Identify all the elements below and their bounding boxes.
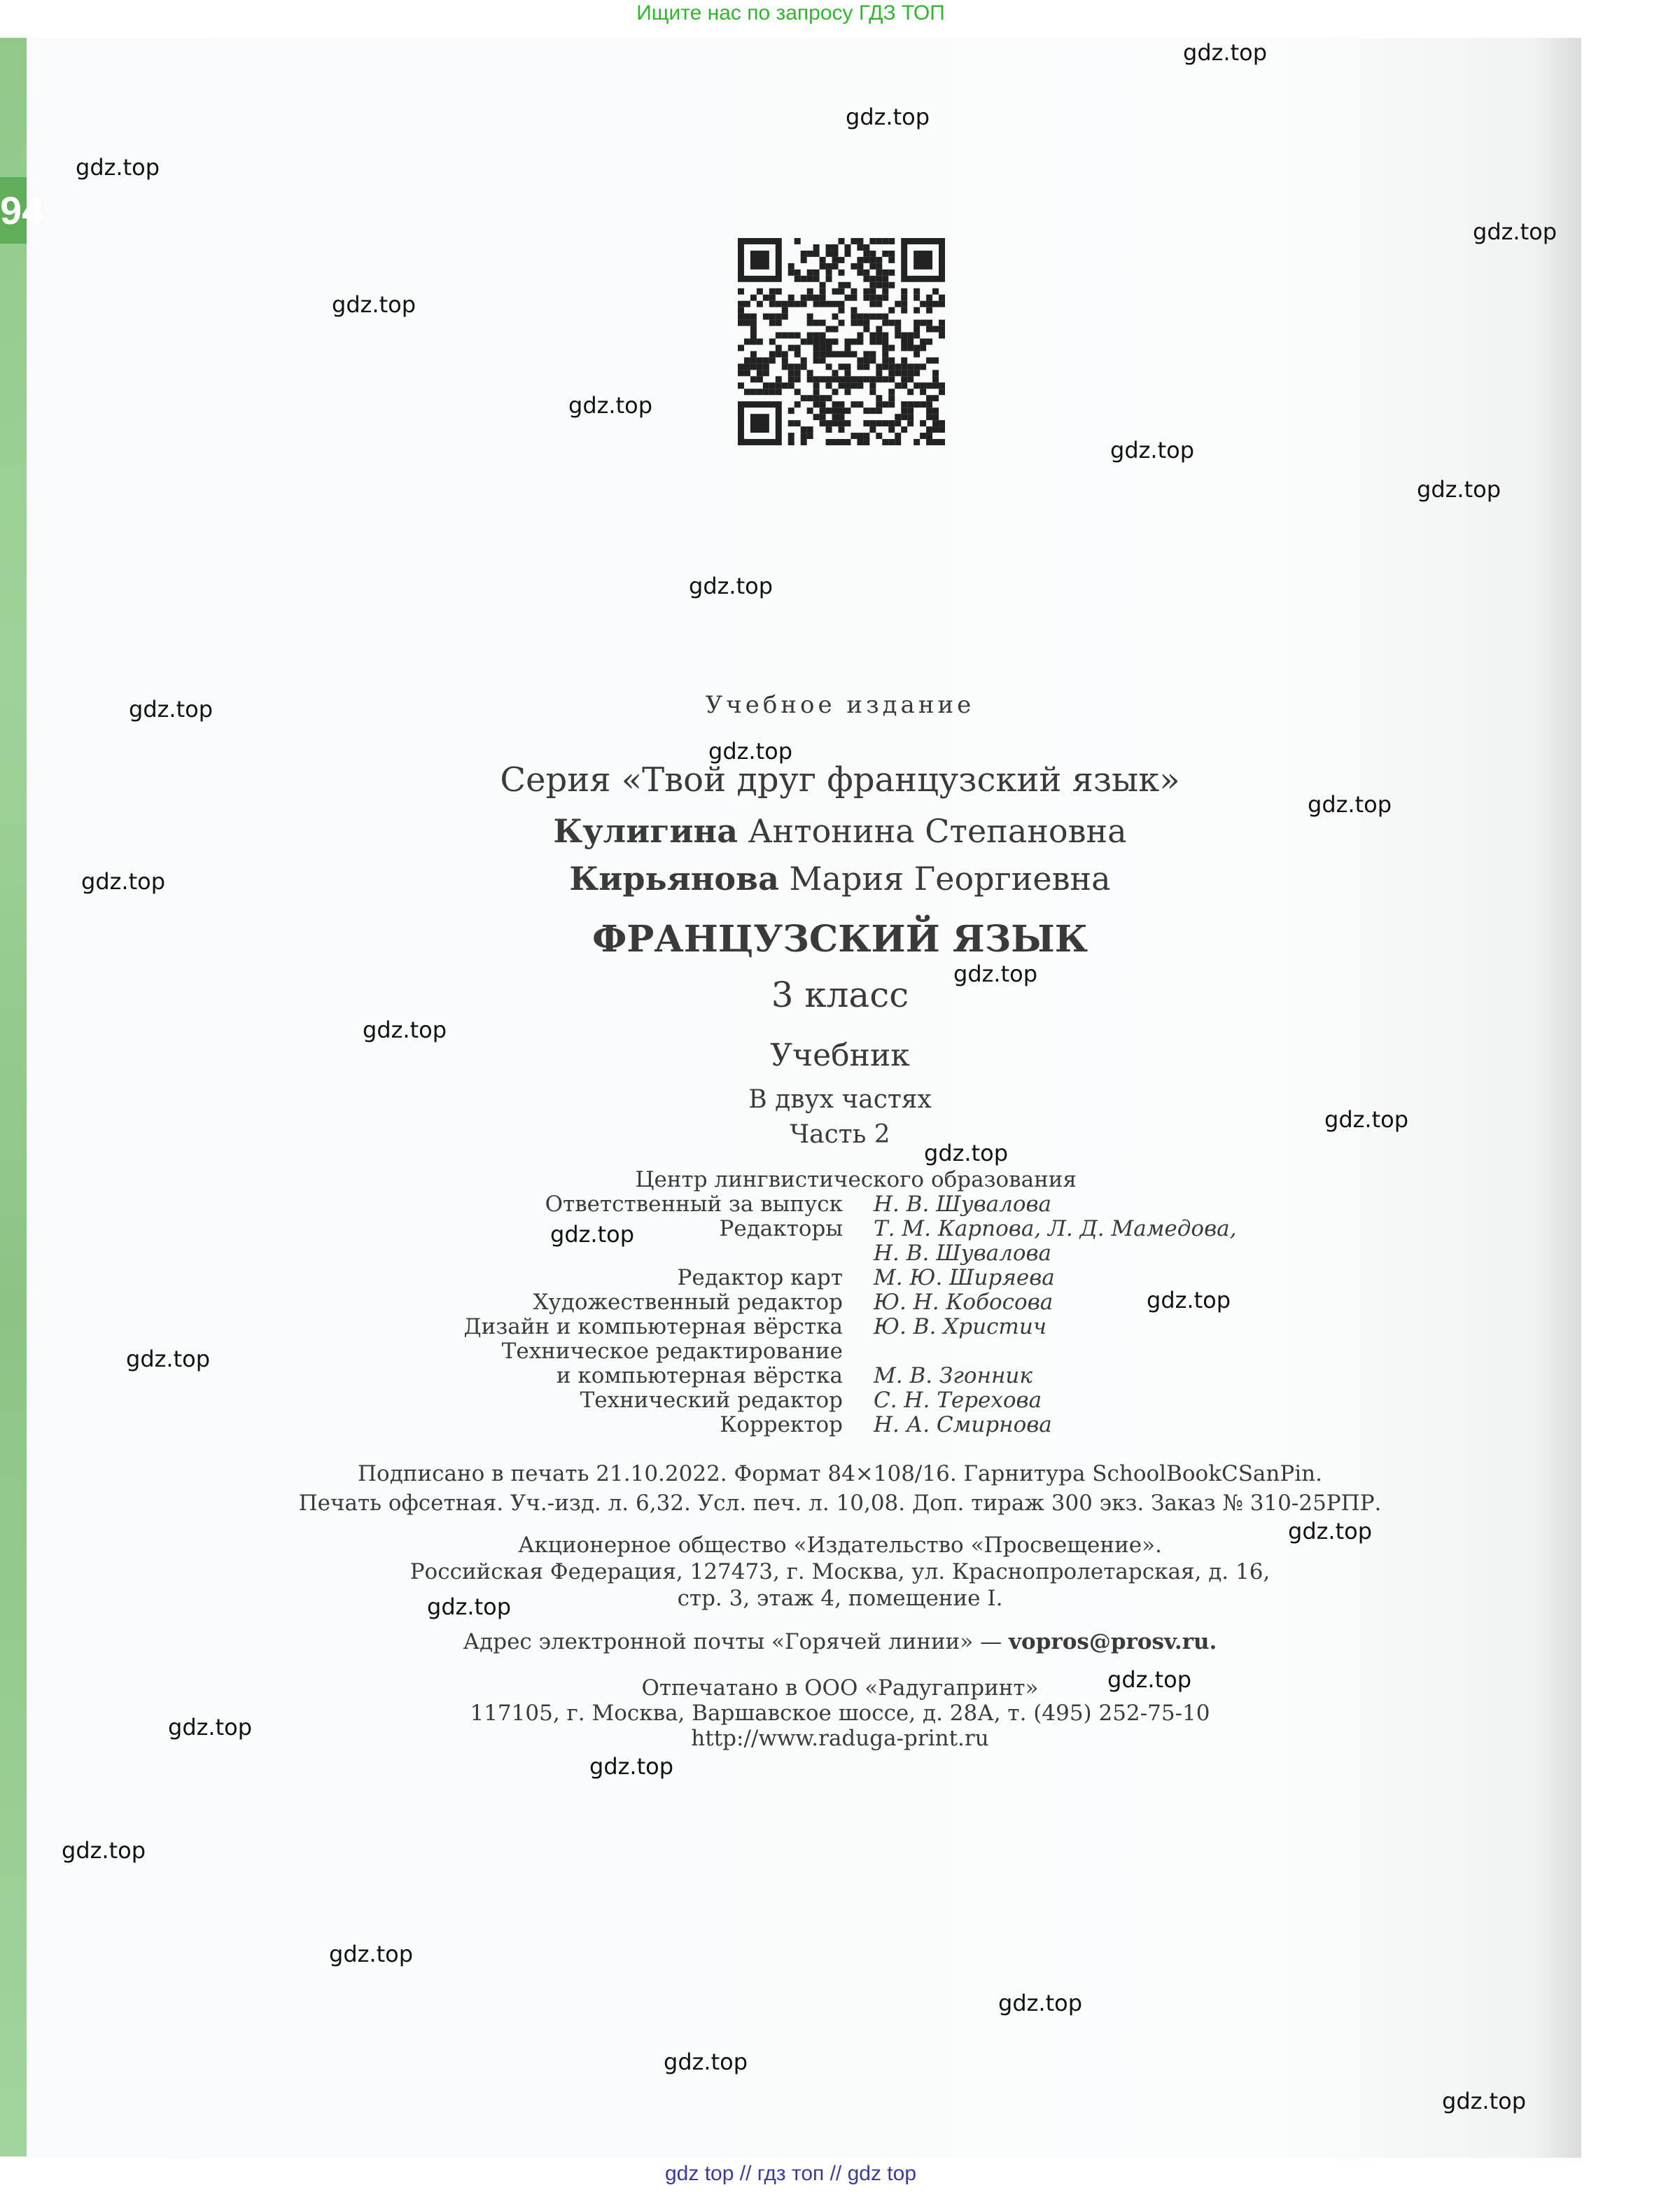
credit-value: Н. В. Шувалова (874, 1241, 1052, 1266)
imprint-line: Печать офсетная. Уч.-изд. л. 6,32. Усл. печ. л. 10,08. Доп. тираж 300 экз. Заказ № 310-25РПР. (298, 1491, 1382, 1516)
search-banner[interactable]: Ищите нас по запросу ГДЗ ТОП (636, 1, 945, 25)
printer-line: 117105, г. Москва, Варшавское шоссе, д. 28А, т. (495) 252-75-10 (470, 1701, 1210, 1726)
hotline-email-link[interactable]: vopros@prosv.ru. (1009, 1629, 1217, 1654)
watermark: gdz.top (1473, 218, 1558, 245)
credit-label: Корректор (720, 1412, 843, 1437)
author-2 (0, 860, 1680, 898)
page-number-text: 94 (0, 188, 44, 232)
watermark: gdz.top (1442, 2088, 1527, 2114)
watermark: gdz.top (1110, 437, 1195, 463)
parts-count: В двух частях (748, 1085, 932, 1114)
credit-label: и компьютерная вёрстка (556, 1363, 843, 1388)
credit-label: Редактор карт (677, 1265, 843, 1290)
watermark: gdz.top (998, 1990, 1083, 2016)
watermark: gdz.top (363, 1017, 447, 1043)
hotline-label: Адрес электронной почты «Горячей линии» — (463, 1629, 1002, 1654)
author-1 (0, 812, 1680, 850)
credit-value: С. Н. Терехова (874, 1388, 1042, 1413)
center-name: Центр лингвистического образования (635, 1167, 1077, 1192)
author-name: Антонина Степановна (748, 812, 1127, 850)
credit-label: Технический редактор (580, 1388, 843, 1413)
page-number (0, 177, 44, 244)
credit-label: Дизайн и компьютерная вёрстка (463, 1314, 843, 1339)
credit-label: Художественный редактор (533, 1290, 843, 1315)
watermark: gdz.top (1308, 791, 1392, 818)
watermark: gdz.top (332, 291, 416, 318)
book-type: Учебник (770, 1038, 910, 1073)
watermark: gdz.top (708, 738, 793, 765)
watermark: gdz.top (62, 1837, 146, 1864)
hotline-line (0, 1631, 1680, 1653)
credit-label: Редакторы (719, 1216, 843, 1241)
watermark: gdz.top (664, 2049, 748, 2075)
publisher-line: Акционерное общество «Издательство «Просвещение». (518, 1533, 1162, 1558)
credit-value: Н. В. Шувалова (874, 1192, 1052, 1217)
watermark: gdz.top (1417, 476, 1502, 503)
credit-label: Ответственный за выпуск (545, 1192, 843, 1217)
watermark: gdz.top (126, 1346, 211, 1372)
watermark: gdz.top (427, 1593, 512, 1620)
watermark: gdz.top (129, 696, 214, 723)
footer-links[interactable]: gdz top // гдз топ // gdz top (664, 2162, 917, 2185)
watermark: gdz.top (1147, 1287, 1231, 1313)
author-name: Мария Георгиевна (789, 860, 1111, 898)
author-surname: Кирьянова (569, 860, 779, 898)
watermark: gdz.top (1324, 1106, 1409, 1133)
watermark: gdz.top (329, 1941, 414, 1967)
printer-line: Отпечатано в ООО «Радугапринт» (641, 1675, 1039, 1701)
credit-label: Техническое редактирование (501, 1339, 843, 1364)
watermark: gdz.top (81, 868, 166, 895)
credit-value: М. В. Згонник (874, 1363, 1032, 1388)
edition-type: Учебное издание (705, 691, 975, 719)
watermark: gdz.top (550, 1221, 635, 1248)
credit-value: Ю. В. Христич (874, 1314, 1047, 1339)
imprint-line: Подписано в печать 21.10.2022. Формат 84×108/16. Гарнитура SchoolBookCSanPin. (358, 1461, 1322, 1486)
publisher-line: Российская Федерация, 127473, г. Москва, ул. Краснопролетарская, д. 16, (410, 1559, 1270, 1584)
watermark: gdz.top (846, 104, 930, 130)
part-number: Часть 2 (790, 1120, 890, 1149)
credit-value: Ю. Н. Кобосова (874, 1290, 1054, 1315)
watermark: gdz.top (1288, 1518, 1373, 1544)
watermark: gdz.top (568, 392, 653, 419)
watermark: gdz.top (589, 1753, 674, 1780)
publisher-line: стр. 3, этаж 4, помещение I. (677, 1586, 1003, 1611)
credit-value: Н. А. Смирнова (874, 1412, 1052, 1437)
subject-title: ФРАНЦУЗСКИЙ ЯЗЫК (592, 918, 1088, 961)
watermark: gdz.top (953, 961, 1038, 987)
credit-value: М. Ю. Ширяева (874, 1265, 1055, 1290)
credit-value: Т. М. Карпова, Л. Д. Мамедова, (874, 1216, 1237, 1241)
series-title: Серия «Твой друг французский язык» (500, 760, 1180, 800)
watermark: gdz.top (689, 573, 774, 599)
grade: 3 класс (771, 975, 909, 1015)
watermark: gdz.top (924, 1140, 1009, 1166)
watermark: gdz.top (168, 1714, 253, 1741)
watermark: gdz.top (1107, 1666, 1192, 1693)
watermark: gdz.top (76, 154, 160, 181)
qr-code (738, 238, 945, 445)
watermark: gdz.top (1183, 39, 1268, 66)
author-surname: Кулигина (553, 812, 738, 850)
printer-url[interactable]: http://www.raduga-print.ru (691, 1726, 989, 1751)
